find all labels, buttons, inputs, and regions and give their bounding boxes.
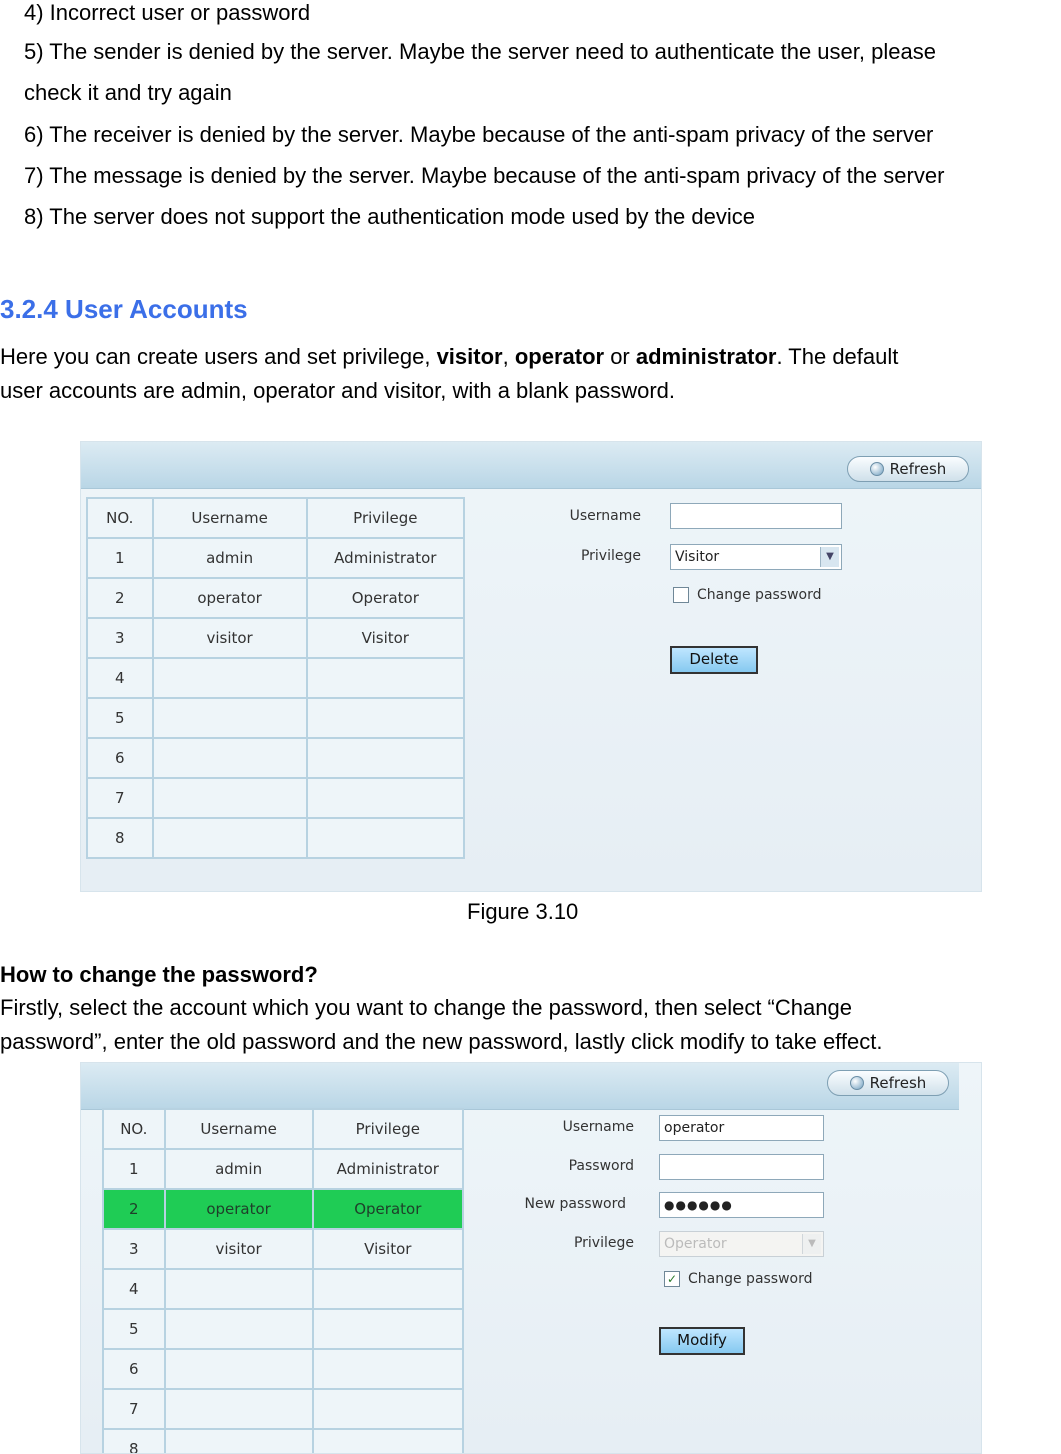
cell-no: 6 xyxy=(87,738,153,778)
figure2-password-label: Password xyxy=(568,1158,634,1174)
figure1-privilege-select[interactable] xyxy=(670,544,842,570)
figure1-privilege-value: Visitor xyxy=(675,549,720,565)
table-row[interactable] xyxy=(103,1269,463,1309)
checkbox-icon[interactable] xyxy=(673,587,689,603)
refresh-icon xyxy=(870,462,884,476)
table-row[interactable] xyxy=(103,1229,463,1269)
cell-username xyxy=(153,698,307,738)
header-privilege: Privilege xyxy=(307,498,464,538)
header-no: NO. xyxy=(103,1109,165,1149)
cell-privilege xyxy=(313,1309,463,1349)
table-row[interactable] xyxy=(87,578,464,618)
figure2-privilege-select xyxy=(659,1231,824,1257)
cell-privilege xyxy=(313,1349,463,1389)
cell-username: operator xyxy=(165,1189,313,1229)
cell-privilege: Administrator xyxy=(307,538,464,578)
chevron-down-icon: ▼ xyxy=(802,1234,821,1254)
intro-suffix: . The default xyxy=(776,344,899,369)
chevron-down-icon: ▼ xyxy=(820,547,839,567)
delete-button[interactable]: Delete xyxy=(670,646,758,674)
howto-heading: How to change the password? xyxy=(0,962,318,987)
cell-username xyxy=(153,658,307,698)
cell-no: 1 xyxy=(87,538,153,578)
figure2-change-password[interactable] xyxy=(664,1271,813,1287)
figure2-privilege-value: Operator xyxy=(664,1236,727,1252)
cell-username xyxy=(153,778,307,818)
table-row[interactable] xyxy=(87,658,464,698)
figure2-new-password-input[interactable]: ●●●●●● xyxy=(659,1192,824,1218)
figure2-screenshot xyxy=(80,1062,982,1454)
intro-prefix: Here you can create users and set privilege, xyxy=(0,344,437,369)
cell-privilege xyxy=(313,1389,463,1429)
cell-no: 6 xyxy=(103,1349,165,1389)
table-row-selected[interactable] xyxy=(103,1189,463,1229)
table-row[interactable] xyxy=(87,698,464,738)
checkbox-checked-icon[interactable]: ✓ xyxy=(664,1271,680,1287)
table-row[interactable] xyxy=(103,1389,463,1429)
table-header-row xyxy=(87,498,464,538)
cell-username xyxy=(165,1349,313,1389)
figure2-username-label: Username xyxy=(562,1119,634,1135)
cell-no: 3 xyxy=(87,618,153,658)
error-item-7: 7) The message is denied by the server. Maybe because of the anti-spam privacy of the server xyxy=(24,163,945,188)
figure1-username-label: Username xyxy=(569,508,641,524)
figure2-password-input[interactable] xyxy=(659,1154,824,1180)
table-row[interactable] xyxy=(87,818,464,858)
header-privilege: Privilege xyxy=(313,1109,463,1149)
figure1-change-password[interactable] xyxy=(673,587,822,603)
table-row[interactable] xyxy=(103,1429,463,1454)
cell-no: 5 xyxy=(87,698,153,738)
figure1-privilege-label: Privilege xyxy=(580,548,641,564)
table-row[interactable] xyxy=(103,1149,463,1189)
figure1-change-password-label: Change password xyxy=(697,587,822,603)
header-no: NO. xyxy=(87,498,153,538)
cell-no: 3 xyxy=(103,1229,165,1269)
intro-visitor: visitor xyxy=(436,344,503,369)
error-item-8: 8) The server does not support the authentication mode used by the device xyxy=(24,204,755,229)
cell-no: 4 xyxy=(87,658,153,698)
cell-privilege xyxy=(307,698,464,738)
table-header-row xyxy=(103,1109,463,1149)
table-row[interactable] xyxy=(87,618,464,658)
cell-username: visitor xyxy=(153,618,307,658)
figure1-refresh-label: Refresh xyxy=(889,460,947,478)
figure2-refresh-label: Refresh xyxy=(869,1074,927,1092)
cell-privilege: Operator xyxy=(313,1189,463,1229)
figure1-user-table xyxy=(86,497,465,859)
figure2-user-table xyxy=(102,1108,464,1454)
section-heading: 3.2.4 User Accounts xyxy=(0,294,248,324)
cell-no: 7 xyxy=(87,778,153,818)
error-item-5-cont: check it and try again xyxy=(24,80,232,105)
figure1-refresh-button[interactable] xyxy=(847,456,969,482)
error-item-5: 5) The sender is denied by the server. Maybe the server need to authenticate the user, please xyxy=(24,39,936,64)
figure1-toolbar xyxy=(81,442,981,489)
table-row[interactable] xyxy=(87,538,464,578)
modify-button[interactable]: Modify xyxy=(659,1327,745,1355)
section-intro xyxy=(0,340,898,374)
cell-privilege xyxy=(313,1269,463,1309)
cell-username xyxy=(153,738,307,778)
cell-no: 7 xyxy=(103,1389,165,1429)
howto-line1: Firstly, select the account which you want to change the password, then select “Change xyxy=(0,995,852,1020)
cell-no: 2 xyxy=(87,578,153,618)
cell-username: operator xyxy=(153,578,307,618)
cell-privilege: Operator xyxy=(307,578,464,618)
cell-privilege: Visitor xyxy=(313,1229,463,1269)
figure2-new-password-label: New password xyxy=(524,1196,626,1212)
cell-no: 8 xyxy=(103,1429,165,1454)
howto-line2: password”, enter the old password and the new password, lastly click modify to take effect. xyxy=(0,1029,883,1054)
section-intro-line2: user accounts are admin, operator and visitor, with a blank password. xyxy=(0,378,676,403)
figure1-username-input[interactable] xyxy=(670,503,842,529)
refresh-icon xyxy=(850,1076,864,1090)
cell-privilege xyxy=(307,658,464,698)
table-row[interactable] xyxy=(87,738,464,778)
figure1-screenshot xyxy=(80,441,982,892)
cell-privilege: Visitor xyxy=(307,618,464,658)
intro-comma: , xyxy=(502,344,515,369)
cell-no: 1 xyxy=(103,1149,165,1189)
table-row[interactable] xyxy=(103,1309,463,1349)
cell-privilege: Administrator xyxy=(313,1149,463,1189)
cell-username xyxy=(165,1269,313,1309)
intro-operator: operator xyxy=(514,344,605,369)
figure-caption: Figure 3.10 xyxy=(467,899,579,924)
cell-username: admin xyxy=(165,1149,313,1189)
header-username: Username xyxy=(165,1109,313,1149)
cell-username: visitor xyxy=(165,1229,313,1269)
cell-privilege xyxy=(307,738,464,778)
cell-username xyxy=(165,1309,313,1349)
cell-no: 4 xyxy=(103,1269,165,1309)
intro-administrator: administrator xyxy=(635,344,777,369)
cell-privilege xyxy=(307,818,464,858)
cell-username xyxy=(165,1429,313,1454)
figure2-refresh-button[interactable] xyxy=(827,1070,949,1096)
figure2-privilege-label: Privilege xyxy=(573,1235,634,1251)
cell-privilege xyxy=(313,1429,463,1454)
figure2-change-password-label: Change password xyxy=(688,1271,813,1287)
cell-privilege xyxy=(307,778,464,818)
error-item-6: 6) The receiver is denied by the server. Maybe because of the anti-spam privacy of the server xyxy=(24,122,934,147)
cell-no: 8 xyxy=(87,818,153,858)
cell-username xyxy=(153,818,307,858)
cell-username xyxy=(165,1389,313,1429)
cell-no: 2 xyxy=(103,1189,165,1229)
cell-username: admin xyxy=(153,538,307,578)
intro-or: or xyxy=(604,344,636,369)
cell-no: 5 xyxy=(103,1309,165,1349)
table-row[interactable] xyxy=(103,1349,463,1389)
figure2-username-input[interactable]: operator xyxy=(659,1115,824,1141)
error-item-4: 4) Incorrect user or password xyxy=(24,0,311,25)
header-username: Username xyxy=(153,498,307,538)
table-row[interactable] xyxy=(87,778,464,818)
